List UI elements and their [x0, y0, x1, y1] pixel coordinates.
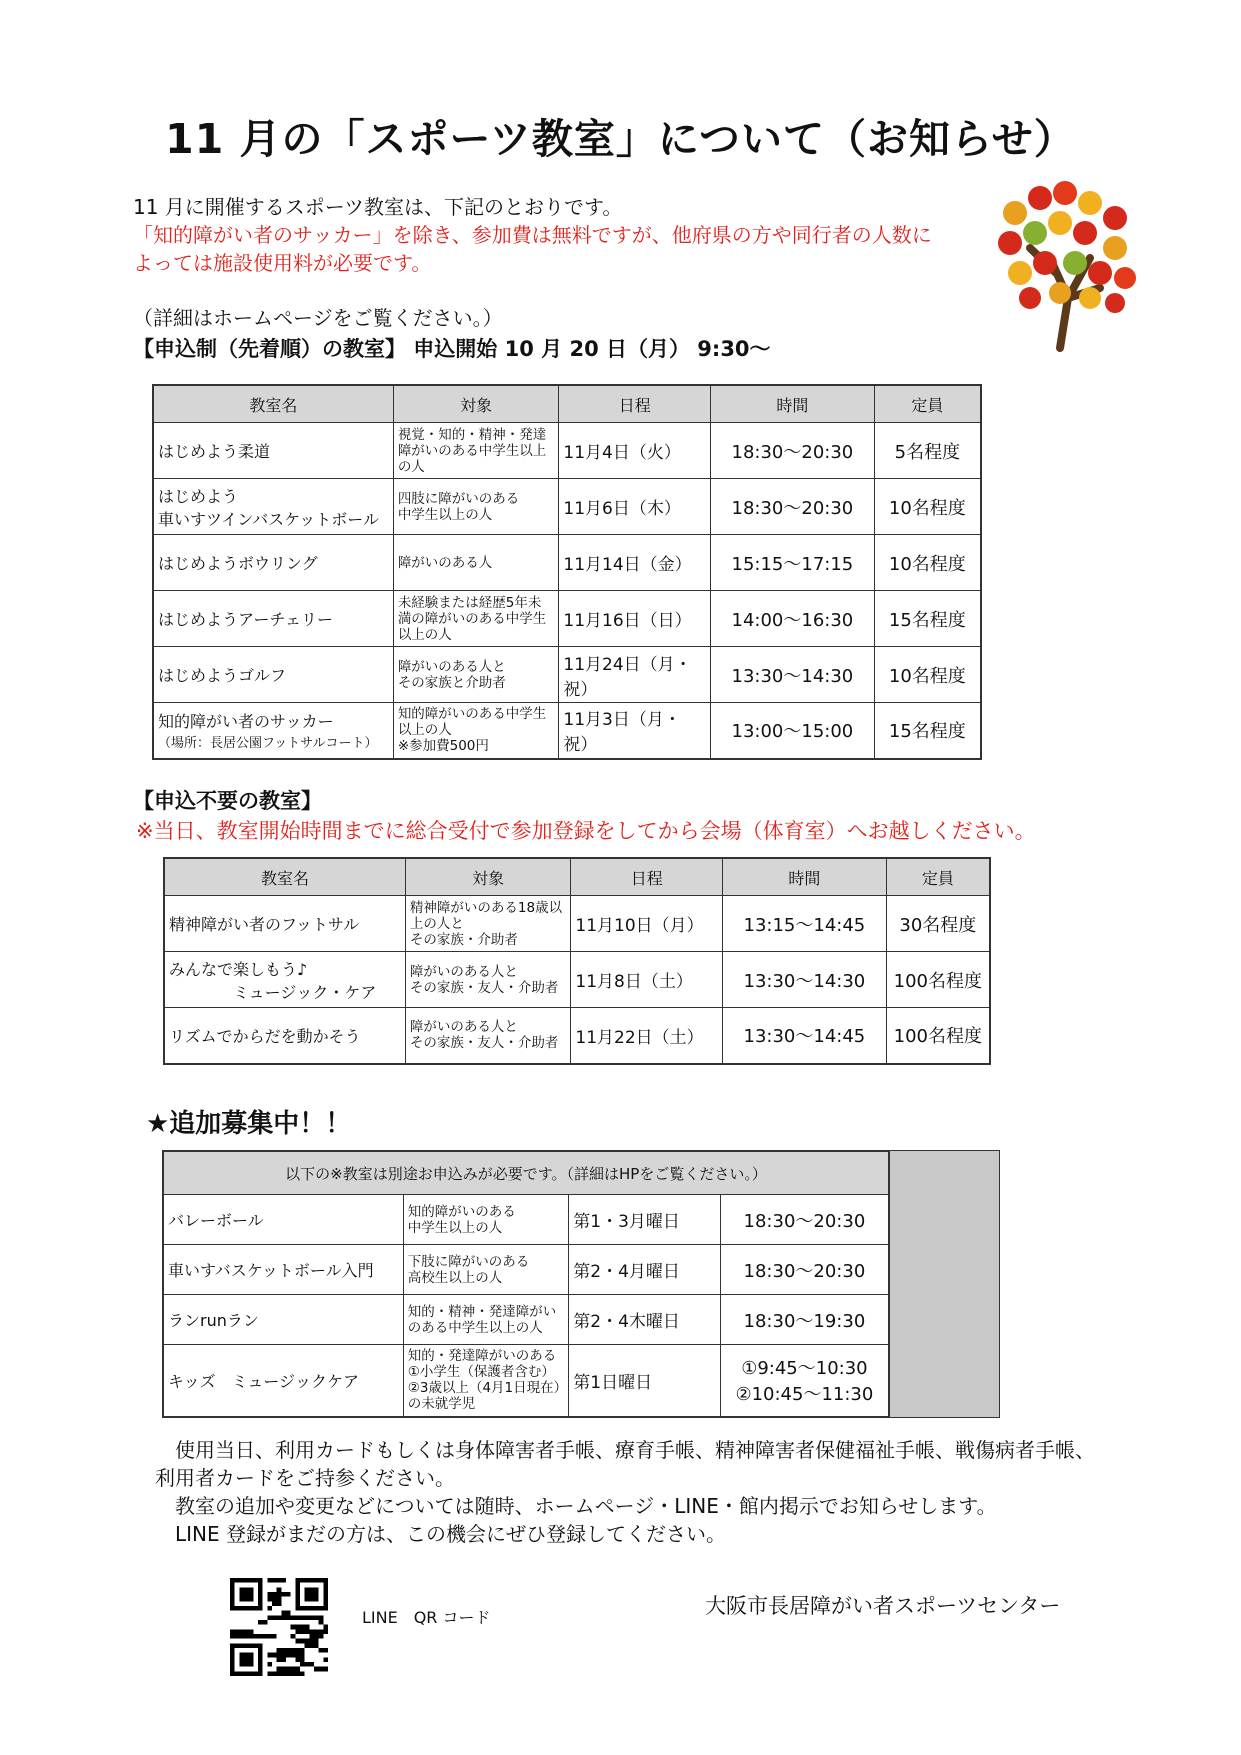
- page-title: 11 月の「スポーツ教室」について（お知らせ）: [165, 115, 1076, 163]
- table-row: [153, 591, 981, 647]
- table-row: [164, 952, 990, 1008]
- table-row: [153, 423, 981, 479]
- time-cell: 13:30～14:45: [723, 1008, 887, 1064]
- section2-note: ※当日、教室開始時間までに総合受付で参加登録をしてから会場（体育室）へお越しください。: [136, 819, 1036, 843]
- capacity-cell: 5名程度: [874, 423, 981, 479]
- capacity-cell: 10名程度: [874, 647, 981, 703]
- date-cell: 第2・4木曜日: [569, 1295, 721, 1345]
- target-cell: 知的障がいのある中学生以上の人 ※参加費500円: [393, 703, 559, 759]
- time-cell: 18:30～20:30: [711, 423, 875, 479]
- time-cell: 13:30～14:30: [723, 952, 887, 1008]
- header-date: 日程: [571, 858, 723, 896]
- header-target: 対象: [393, 385, 559, 423]
- table-row: [163, 1345, 889, 1417]
- capacity-cell: 10名程度: [874, 535, 981, 591]
- date-cell: 11月6日（木）: [559, 479, 711, 535]
- header-class-name: 教室名: [164, 858, 405, 896]
- date-cell: 11月4日（火）: [559, 423, 711, 479]
- class-name-cell: バレーボール: [163, 1195, 403, 1245]
- date-cell: 11月8日（土）: [571, 952, 723, 1008]
- footer-line-4: LINE 登録がまだの方は、この機会にぜひ登録してください。: [175, 1522, 726, 1546]
- class-name-cell: はじめようゴルフ: [153, 647, 393, 703]
- date-cell: 第1日曜日: [569, 1345, 721, 1417]
- time-cell: 18:30～19:30: [720, 1295, 889, 1345]
- header-class-name: 教室名: [153, 385, 393, 423]
- date-cell: 第1・3月曜日: [569, 1195, 721, 1245]
- target-cell: 障がいのある人と その家族・友人・介助者: [405, 952, 571, 1008]
- capacity-cell: 15名程度: [874, 703, 981, 759]
- autumn-maple-tree-icon: [990, 178, 1140, 353]
- capacity-cell: 100名程度: [886, 952, 990, 1008]
- date-cell: 11月24日（月・祝）: [559, 647, 711, 703]
- time-cell: 14:00～16:30: [711, 591, 875, 647]
- target-cell: 未経験または経歴5年未満の障がいのある中学生以上の人: [393, 591, 559, 647]
- target-cell: 知的障がいのある 中学生以上の人: [403, 1195, 569, 1245]
- header-capacity: 定員: [874, 385, 981, 423]
- header-capacity: 定員: [886, 858, 990, 896]
- walk-in-class-table: [163, 857, 991, 1065]
- table-row: [153, 479, 981, 535]
- capacity-cell: 100名程度: [886, 1008, 990, 1064]
- table-row: [153, 647, 981, 703]
- header-target: 対象: [405, 858, 571, 896]
- additional-table-header: 以下の※教室は別途お申込みが必要です。（詳細はHPをご覧ください。）: [163, 1151, 889, 1195]
- class-name-cell: はじめようボウリング: [153, 535, 393, 591]
- class-name-cell: はじめよう 車いすツインバスケットボール: [153, 479, 393, 535]
- target-cell: 四肢に障がいのある 中学生以上の人: [393, 479, 559, 535]
- target-cell: 精神障がいのある18歳以上の人と その家族・介助者: [405, 896, 571, 952]
- table-row: [163, 1295, 889, 1345]
- date-cell: 第2・4月曜日: [569, 1245, 721, 1295]
- qr-label: LINE QR コード: [362, 1608, 491, 1627]
- table-header-row: [153, 385, 981, 423]
- date-cell: 11月22日（土）: [571, 1008, 723, 1064]
- date-cell: 11月16日（日）: [559, 591, 711, 647]
- footer-line-1: 使用当日、利用カードもしくは身体障害者手帳、療育手帳、精神障害者保健福祉手帳、戦傷病者手帳、: [175, 1438, 1095, 1462]
- footer-line-2: 利用者カードをご持参ください。: [155, 1466, 455, 1490]
- intro-detail: （詳細はホームページをご覧ください。）: [133, 306, 503, 330]
- intro-notice-1: 「知的障がい者のサッカー」を除き、参加費は無料ですが、他府県の方や同行者の人数に: [133, 223, 932, 247]
- table-row: [153, 535, 981, 591]
- capacity-cell: 15名程度: [874, 591, 981, 647]
- section3-heading: ★追加募集中！！: [146, 1109, 352, 1139]
- table-row: [163, 1245, 889, 1295]
- class-name-cell: リズムでからだを動かそう: [164, 1008, 405, 1064]
- class-name-cell: 知的障がい者のサッカー （場所：長居公園フットサルコート）: [153, 703, 393, 759]
- header-time: 時間: [723, 858, 887, 896]
- target-cell: 障がいのある人と その家族と介助者: [393, 647, 559, 703]
- header-time: 時間: [711, 385, 875, 423]
- time-cell: 18:30～20:30: [720, 1245, 889, 1295]
- class-name-cell: みんなで楽しもう♪ ミュージック・ケア: [164, 952, 405, 1008]
- gray-side-panel: [888, 1150, 1000, 1418]
- capacity-cell: 30名程度: [886, 896, 990, 952]
- table-row: [164, 1008, 990, 1064]
- time-cell: 13:15～14:45: [723, 896, 887, 952]
- intro-notice-2: よっては施設使用料が必要です。: [133, 251, 432, 275]
- time-cell: 18:30～20:30: [720, 1195, 889, 1245]
- class-name-cell: 精神障がい者のフットサル: [164, 896, 405, 952]
- time-cell: 13:30～14:30: [711, 647, 875, 703]
- table-header-row: [163, 1151, 889, 1195]
- organization-name: 大阪市長居障がい者スポーツセンター: [705, 1594, 1061, 1618]
- capacity-cell: 10名程度: [874, 479, 981, 535]
- header-date: 日程: [559, 385, 711, 423]
- class-name-cell: はじめよう柔道: [153, 423, 393, 479]
- qr-code-icon[interactable]: [230, 1578, 328, 1676]
- target-cell: 知的・発達障がいのある ①小学生（保護者含む） ②3歳以上（4月1日現在）の未就学児: [403, 1345, 569, 1417]
- table-row: [153, 703, 981, 759]
- intro-line: 11 月に開催するスポーツ教室は、下記のとおりです。: [133, 195, 623, 219]
- target-cell: 視覚・知的・精神・発達障がいのある中学生以上の人: [393, 423, 559, 479]
- class-name-cell: ランrunラン: [163, 1295, 403, 1345]
- table-row: [164, 896, 990, 952]
- location-note: （場所：長居公園フットサルコート）: [158, 736, 378, 752]
- target-cell: 障がいのある人: [393, 535, 559, 591]
- section2-heading: 【申込不要の教室】: [133, 789, 322, 813]
- date-cell: 11月14日（金）: [559, 535, 711, 591]
- date-cell: 11月3日（月・祝）: [559, 703, 711, 759]
- target-cell: 下肢に障がいのある 高校生以上の人: [403, 1245, 569, 1295]
- time-cell: ①9:45～10:30 ②10:45～11:30: [720, 1345, 889, 1417]
- class-name-cell: 車いすバスケットボール入門: [163, 1245, 403, 1295]
- additional-recruitment-table: [162, 1150, 890, 1418]
- time-cell: 18:30～20:30: [711, 479, 875, 535]
- footer-line-3: 教室の追加や変更などについては随時、ホームページ・LINE・館内掲示でお知らせします。: [175, 1494, 997, 1518]
- target-cell: 知的・精神・発達障がいのある中学生以上の人: [403, 1295, 569, 1345]
- section1-heading: 【申込制（先着順）の教室】 申込開始 10 月 20 日（月） 9:30～: [133, 337, 771, 361]
- class-name-cell: キッズ ミュージックケア: [163, 1345, 403, 1417]
- table-header-row: [164, 858, 990, 896]
- time-cell: 13:00～15:00: [711, 703, 875, 759]
- date-cell: 11月10日（月）: [571, 896, 723, 952]
- class-name-cell: はじめようアーチェリー: [153, 591, 393, 647]
- time-cell: 15:15～17:15: [711, 535, 875, 591]
- reservation-class-table: [152, 384, 982, 760]
- target-cell: 障がいのある人と その家族・友人・介助者: [405, 1008, 571, 1064]
- table-row: [163, 1195, 889, 1245]
